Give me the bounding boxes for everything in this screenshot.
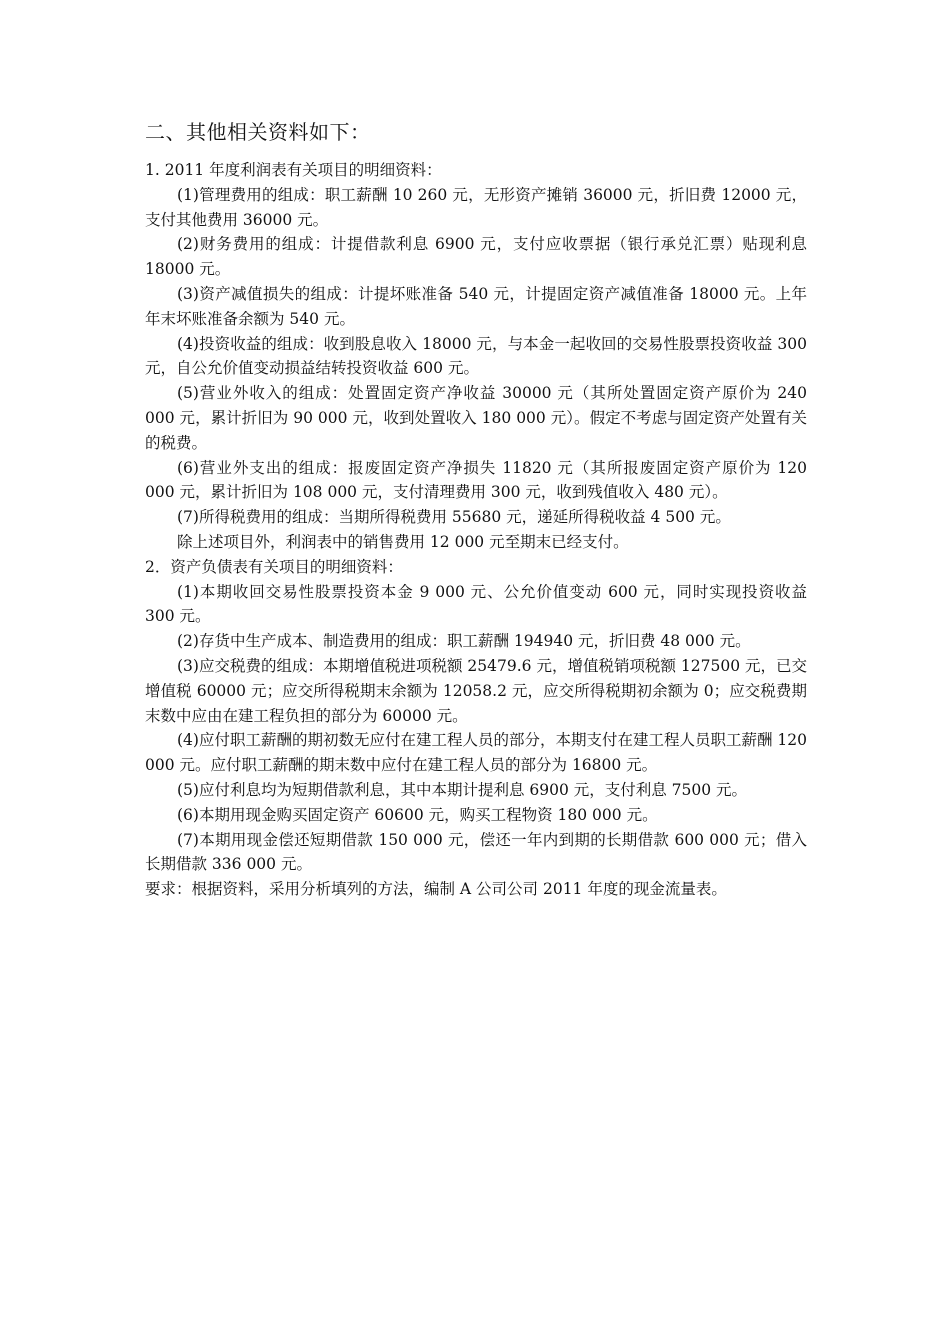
paragraph-requirement: 要求：根据资料，采用分析填列的方法，编制 A 公司公司 2011 年度的现金流量表。 <box>145 880 727 899</box>
paragraph-admin-expenses: (1)管理费用的组成：职工薪酬 10 260 元，无形资产摊销 36000 元，折旧费 12000 元，支付其他费用 36000 元。 <box>145 185 807 229</box>
paragraph-balance-sheet-intro: 2．资产负债表有关项目的明细资料： <box>145 557 403 576</box>
document-page <box>145 118 807 902</box>
paragraph-income-tax: (7)所得税费用的组成：当期所得税费用 55680 元，递延所得税收益 4 500 元。 <box>177 508 731 527</box>
section-heading: 二、其他相关资料如下： <box>145 120 371 144</box>
paragraph-interest-payable: (5)应付利息均为短期借款利息，其中本期计提利息 6900 元，支付利息 7500 元。 <box>177 780 748 799</box>
paragraph-payroll-payable: (4)应付职工薪酬的期初数无应付在建工程人员的部分，本期支付在建工程人员职工薪酬 120 000 元。应付职工薪酬的期末数中应付在建工程人员的部分为 16800 元。 <box>145 731 807 775</box>
paragraph-non-operating-income: (5)营业外收入的组成：处置固定资产净收益 30000 元（其所处置固定资产原价为 240 000 元，累计折旧为 90 000 元，收到处置收入 180 000 元）。假定不考虑与固定资产处置有关的税费。 <box>145 384 807 452</box>
paragraph-impairment-loss: (3)资产减值损失的组成：计提坏账准备 540 元，计提固定资产减值准备 18000 元。上年年末坏账准备余额为 540 元。 <box>145 284 807 328</box>
paragraph-finance-expenses: (2)财务费用的组成：计提借款利息 6900 元，支付应收票据（银行承兑汇票）贴现利息 18000 元。 <box>145 235 807 279</box>
paragraph-selling-expenses: 除上述项目外，利润表中的销售费用 12 000 元至期末已经支付。 <box>177 532 629 551</box>
paragraph-loan-repayment: (7)本期用现金偿还短期借款 150 000 元，偿还一年内到期的长期借款 600 000 元；借入长期借款 336 000 元。 <box>145 830 807 874</box>
paragraph-investment-income: (4)投资收益的组成：收到股息收入 18000 元，与本金一起收回的交易性股票投资收益 300 元，自公允价值变动损益结转投资收益 600 元。 <box>145 334 807 378</box>
paragraph-taxes-payable: (3)应交税费的组成：本期增值税进项税额 25479.6 元，增值税销项税额 127500 元，已交增值税 60000 元；应交所得税期末余额为 12058.2 元，应交所得税期初余额为 0；应交税费期末数中应由在建工程负担的部分为 60000 元。 <box>145 656 807 725</box>
paragraph-inventory-costs: (2)存货中生产成本、制造费用的组成：职工薪酬 194940 元，折旧费 48 000 元。 <box>177 632 751 651</box>
paragraph-non-operating-expense: (6)营业外支出的组成：报废固定资产净损失 11820 元（其所报废固定资产原价为 120 000 元，累计折旧为 108 000 元，支付清理费用 300 元，收到残值收入 480 元）。 <box>145 458 807 502</box>
paragraph-income-statement-intro: 1. 2011 年度利润表有关项目的明细资料： <box>145 161 442 179</box>
paragraph-trading-securities: (1)本期收回交易性股票投资本金 9 000 元、公允价值变动 600 元，同时实现投资收益 300 元。 <box>145 582 807 626</box>
paragraph-fixed-asset-purchase: (6)本期用现金购买固定资产 60600 元，购买工程物资 180 000 元。 <box>177 805 658 824</box>
